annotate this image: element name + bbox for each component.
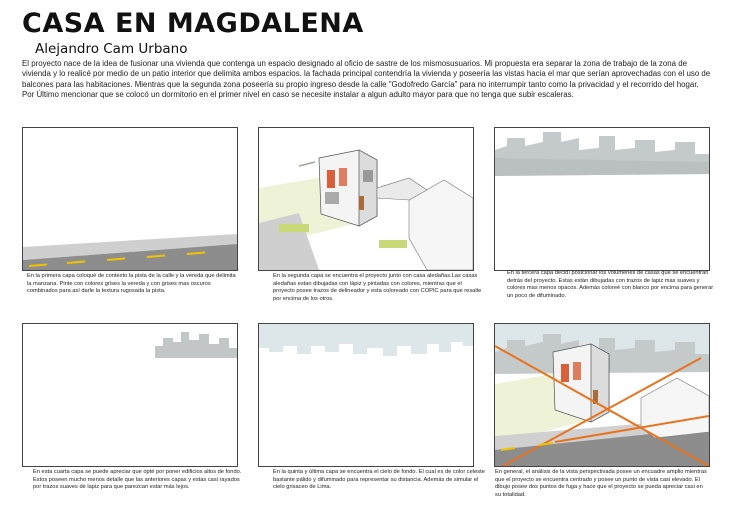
street-drawing bbox=[23, 128, 237, 270]
panel-composite-view bbox=[494, 323, 710, 467]
panel-layer-3-background-houses bbox=[494, 127, 710, 271]
page-title: CASA EN MAGDALENA bbox=[22, 8, 364, 39]
caption-layer-3: En la tercera capa decidí posicionar los volumenes de casas que se encuentran detrás del proyecto. Estas están dibujadas con trazos de lapiz mas suaves y colores mas menos opacos. Además coloreé con blanco por encima para generar un poco de difuminado. bbox=[507, 270, 714, 299]
caption-composite: En general, el análisis de la vista perspectivada posee un encuadre amplio mientras que el proyecto se encuentra centrado y posee un punto de vista casi elevado. El dibujo posee dos puntos de fuga y hace que el proyecto se pueda apreciar casi en su totalidad. bbox=[495, 469, 707, 498]
caption-layer-5: En la quinta y última capa se encuentra el cielo de fondo. El cual es de color celeste bastante pálido y difuminado para representar su distancia. Además de simular el cielo grisaceo de Lima. bbox=[273, 469, 485, 491]
intro-paragraph: El proyecto nace de la idea de fusionar una vivienda que contenga un espacio designado al oficio de sastre de los mismosusuarios. Mi propuesta era separar la zona de trabajo de la zona de vivienda y lo realicé por medio de un patio interior que delimita ambos espacios. la fachada principal contendría la vivienda y poseería las vistas hacia el mar que serían aprovechadas con el uso de balcones para las habitaciones. Mientras que la segunda zona poseería su propio ingreso desde la calle "Godofredo García" para no interrumpir tanto como la privacidad y el recorrido del hogar. Por Último mencionar que se colocó un dormitorio en el primer nivel en caso se necesite instalar a algun adulto mayor para que no tenga que subir escaleras. bbox=[22, 59, 711, 100]
author-name: Alejandro Cam Urbano bbox=[35, 41, 188, 57]
panel-layer-1-street bbox=[22, 127, 238, 271]
sky-drawing bbox=[259, 324, 473, 466]
caption-layer-4: En esta cuarta capa se puede apreciar que opté por poner edificios altos de fondo. Estos poseen mucho menos detalle que las anteriores capas y estas casi rayados por trazos suaves de lapiz para que parezcan estar más lejos. bbox=[33, 469, 242, 491]
background-houses-drawing bbox=[495, 128, 709, 270]
tall-buildings-drawing bbox=[23, 324, 237, 466]
project-drawing bbox=[259, 128, 473, 270]
panel-layer-5-sky bbox=[258, 323, 474, 467]
composite-drawing bbox=[495, 324, 709, 466]
caption-layer-1: En la primera capa coloqué de contexto la pista de la calle y la vereda que delimita la manzana. Pinte con colores grises la vereda y con grises mas oscuros combinados para así darle la textura rugosada la pista. bbox=[27, 273, 236, 295]
panel-layer-2-project bbox=[258, 127, 474, 271]
caption-layer-2: En la segunda capa se encuentra el proyecto junto con casa aledañas.Las casas aledañas estan dibujadas con lápiz y pintadas con colores, mientras que el proyecto posee trazos de delineador y esta coloreado con COPIC para que resalte por encima de los otros. bbox=[273, 273, 482, 302]
panel-layer-4-tall-buildings bbox=[22, 323, 238, 467]
